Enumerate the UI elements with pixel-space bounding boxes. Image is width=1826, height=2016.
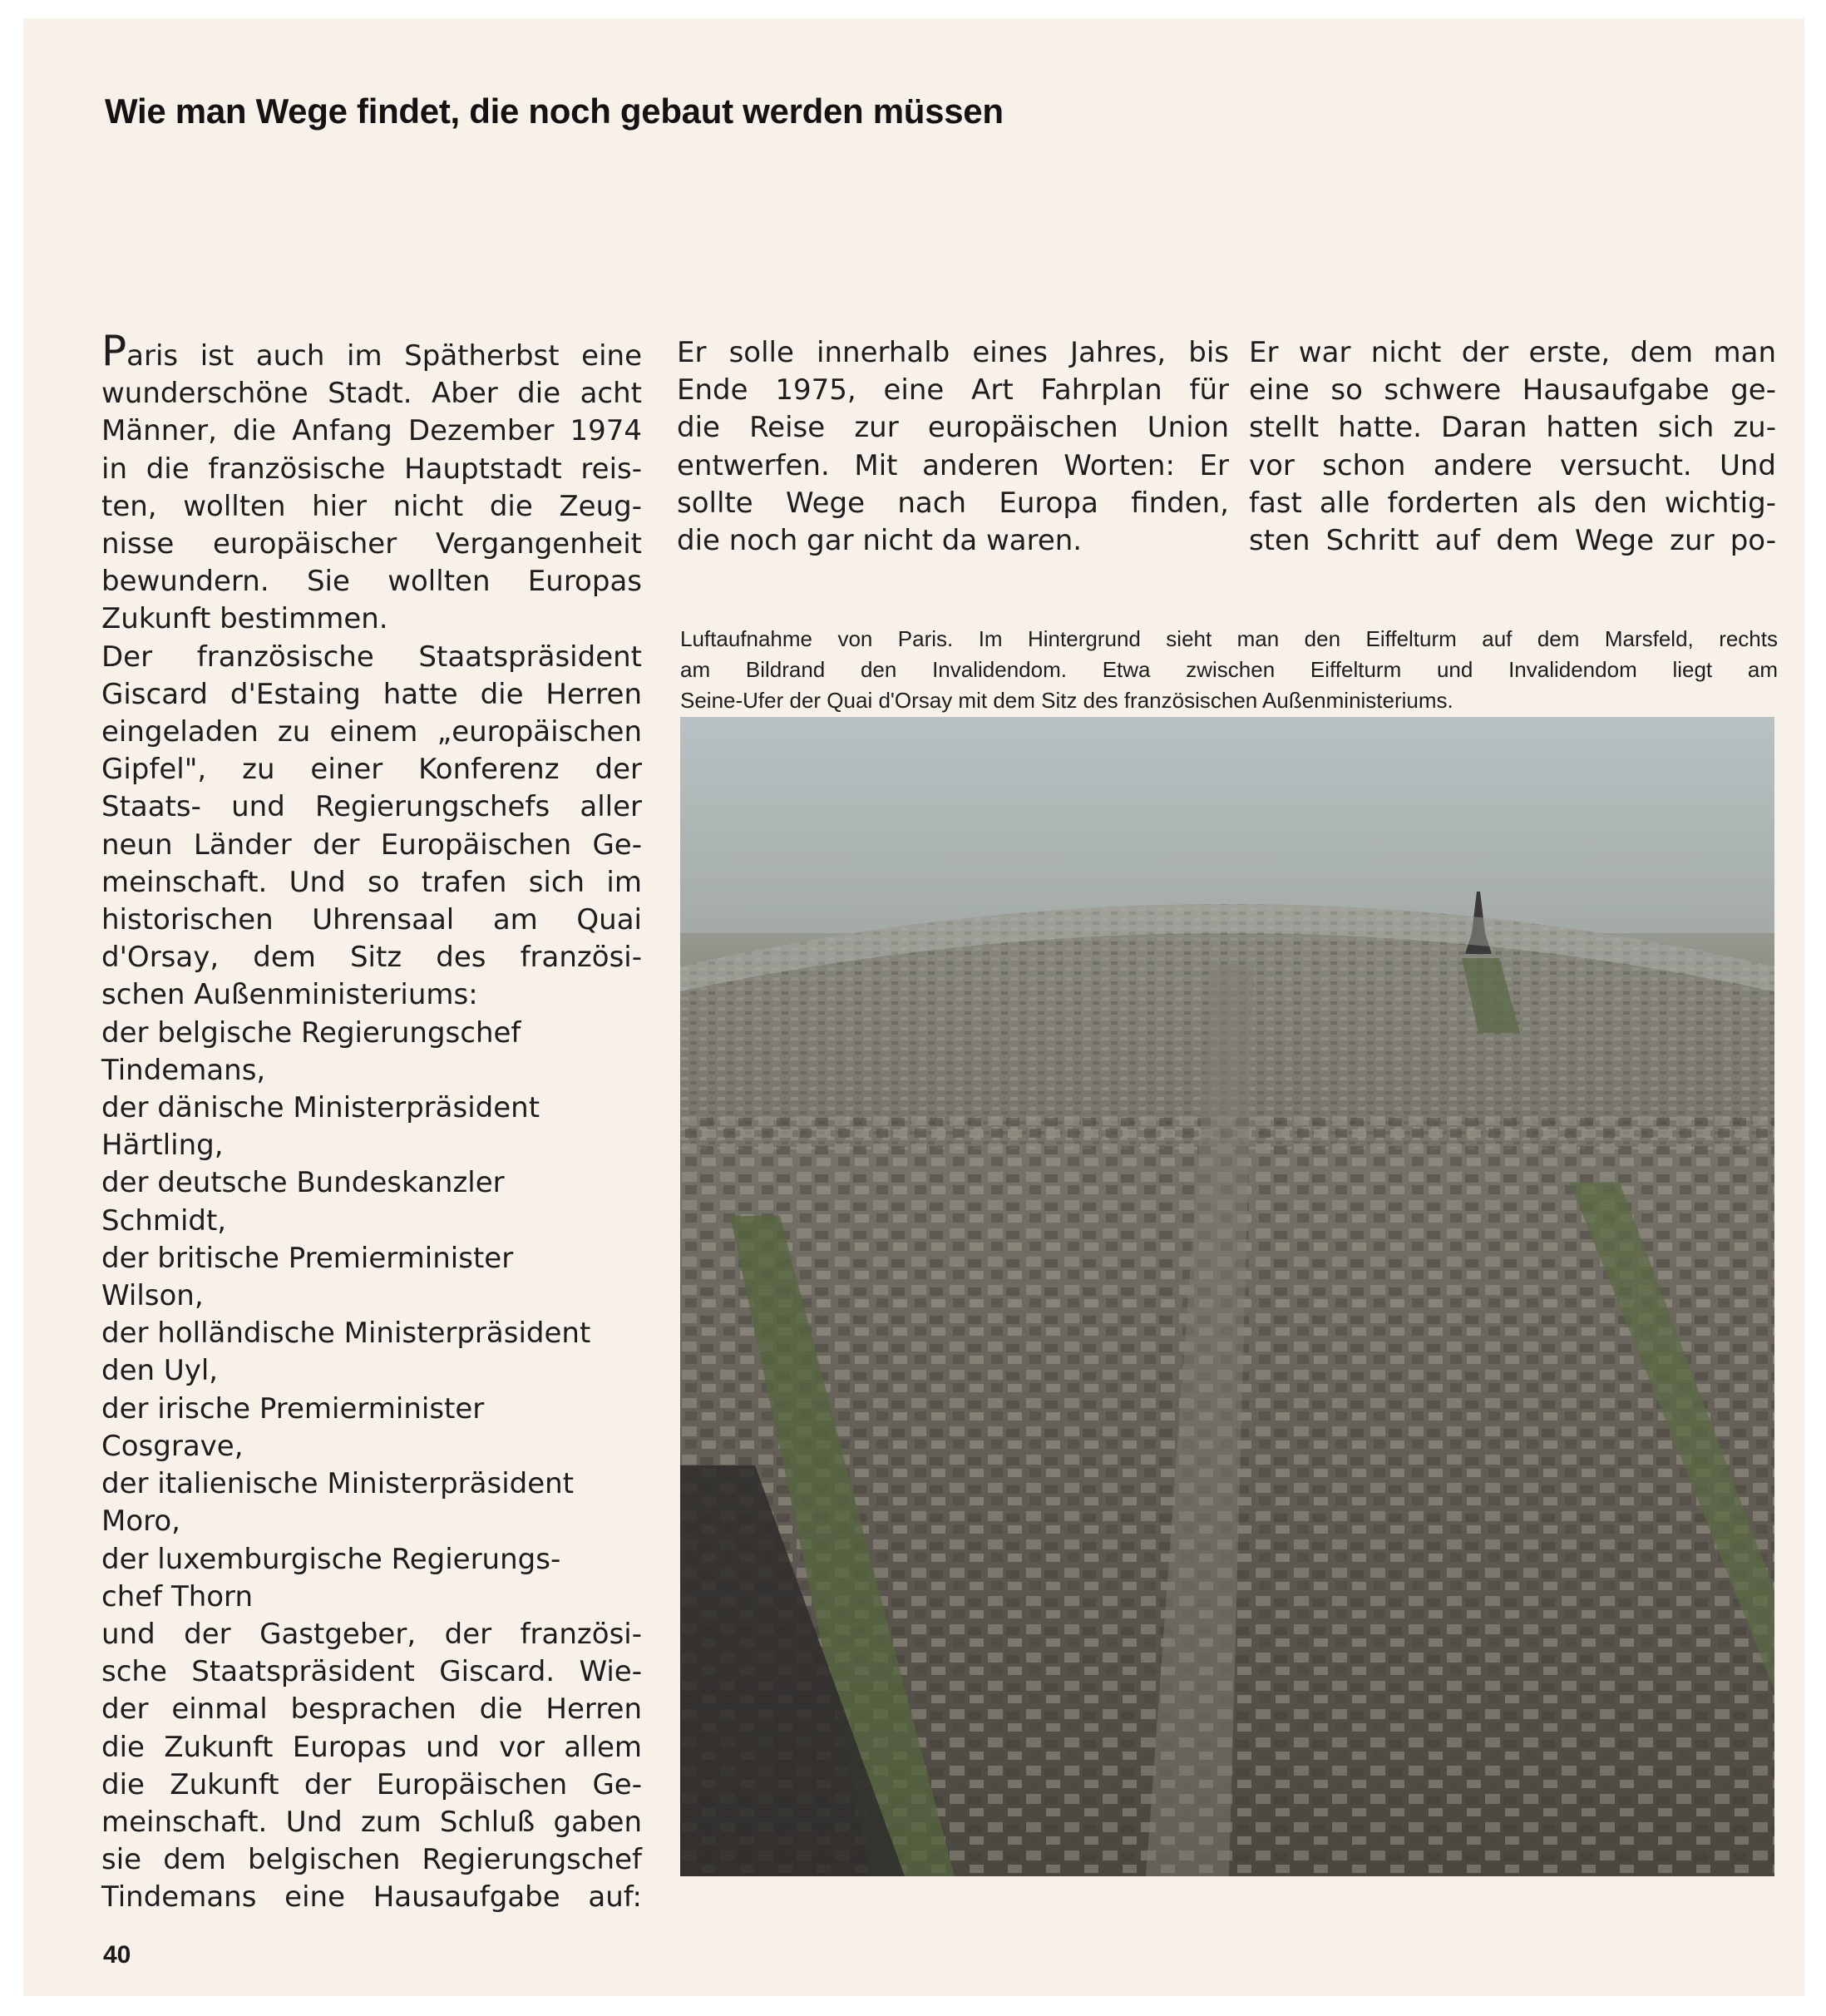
text-line: sie dem belgischen Regierungschef (101, 1843, 642, 1877)
text-line: die Zukunft Europas und vor allem (101, 1730, 642, 1764)
caption-line: am Bildrand den Invalidendom. Etwa zwischen Eiffelturm und Invalidendom liegt am (680, 657, 1778, 682)
text-line: bewundern. Sie wollten Europas (101, 565, 642, 599)
text-line: Schmidt, (101, 1203, 227, 1238)
aerial-photo-paris (680, 717, 1774, 1876)
text-line: der dänische Ministerpräsident (101, 1091, 540, 1125)
text-line: Tindemans eine Hausaufgabe auf: (101, 1880, 642, 1915)
page-number: 40 (103, 1941, 131, 1969)
text-line: eingeladen zu einem „europäischen (101, 715, 642, 749)
text-line: der italienische Ministerpräsident (101, 1467, 575, 1501)
text-line: Staats- und Regierungschefs aller (101, 790, 642, 824)
text-line: Paris ist auch im Spätherbst eine (101, 327, 642, 375)
text-line: eine so schwere Hausaufgabe ge- (1249, 373, 1776, 408)
text-line: der luxemburgische Regierungs- (101, 1542, 561, 1576)
text-line: wunderschöne Stadt. Aber die acht (101, 377, 642, 411)
text-line: Ende 1975, eine Art Fahrplan für (677, 373, 1229, 408)
text-line: schen Außenministeriums: (101, 978, 478, 1012)
text-line: entwerfen. Mit anderen Worten: Er (677, 448, 1229, 482)
text-line: in die französische Hauptstadt reis- (101, 452, 642, 486)
text-line: Cosgrave, (101, 1429, 244, 1463)
aerial-photo-illustration (680, 717, 1774, 1876)
text-line: den Uyl, (101, 1354, 219, 1388)
magazine-page (23, 18, 1804, 1996)
text-line: chef Thorn (101, 1579, 253, 1613)
text-line: stellt hatte. Daran hatten sich zu- (1249, 411, 1776, 445)
text-line: Zukunft bestimmen. (101, 602, 388, 636)
text-line: Tindemans, (101, 1053, 266, 1087)
text-column-3 (1249, 334, 1776, 560)
text-line: sche Staatspräsident Giscard. Wie- (101, 1655, 642, 1689)
text-line: Moro, (101, 1505, 180, 1539)
text-line: Er war nicht der erste, dem man (1249, 336, 1776, 369)
text-line: Männer, die Anfang Dezember 1974 (101, 414, 642, 448)
headline: Wie man Wege findet, die noch gebaut werden müssen (105, 91, 1004, 131)
caption-line: Seine-Ufer der Quai d'Orsay mit dem Sitz des französischen Außenministeriums. (680, 688, 1453, 713)
text-line: Härtling, (101, 1129, 224, 1163)
text-line: Wilson, (101, 1279, 204, 1313)
text-line: der belgische Regierungschef (101, 1015, 521, 1050)
text-line: meinschaft. Und so trafen sich im (101, 865, 642, 899)
text-line: historischen Uhrensaal am Quai (101, 903, 642, 937)
text-line: sten Schritt auf dem Wege zur po- (1249, 524, 1776, 558)
text-line: meinschaft. Und zum Schluß gaben (101, 1805, 642, 1839)
text-line: der einmal besprachen die Herren (101, 1692, 642, 1727)
text-line: die noch gar nicht da waren. (677, 524, 1083, 558)
photo-caption (680, 624, 1778, 716)
text-line: Giscard d'Estaing hatte die Herren (101, 677, 642, 711)
text-line: der deutsche Bundeskanzler (101, 1166, 505, 1200)
text-line: Gipfel", zu einer Konferenz der (101, 753, 642, 787)
caption-line: Luftaufnahme von Paris. Im Hintergrund sieht man den Eiffelturm auf dem Marsfeld, rechts (680, 626, 1778, 651)
text-column-1 (101, 327, 642, 1917)
text-line: die Reise zur europäischen Union (677, 411, 1229, 445)
drop-cap: P (101, 327, 127, 375)
text-column-2 (677, 334, 1229, 560)
text-line: Der französische Staatspräsident (101, 640, 642, 674)
text-line: und der Gastgeber, der französi- (101, 1617, 642, 1651)
text-line: ten, wollten hier nicht die Zeug- (101, 489, 642, 523)
text-line: d'Orsay, dem Sitz des französi- (101, 941, 642, 975)
text-line: der holländische Ministerpräsident (101, 1317, 591, 1351)
text-line: der irische Premierminister (101, 1391, 485, 1426)
text-line: der britische Premierminister (101, 1241, 514, 1275)
text-line: neun Länder der Europäischen Ge- (101, 828, 642, 862)
text-line: Er solle innerhalb eines Jahres, bis (677, 336, 1229, 369)
text-line: fast alle forderten als den wichtig- (1249, 486, 1776, 520)
text-line: nisse europäischer Vergangenheit (101, 527, 642, 561)
text-line: sollte Wege nach Europa finden, (677, 486, 1229, 520)
text-line: die Zukunft der Europäischen Ge- (101, 1767, 642, 1801)
text-line: vor schon andere versucht. Und (1249, 448, 1776, 482)
